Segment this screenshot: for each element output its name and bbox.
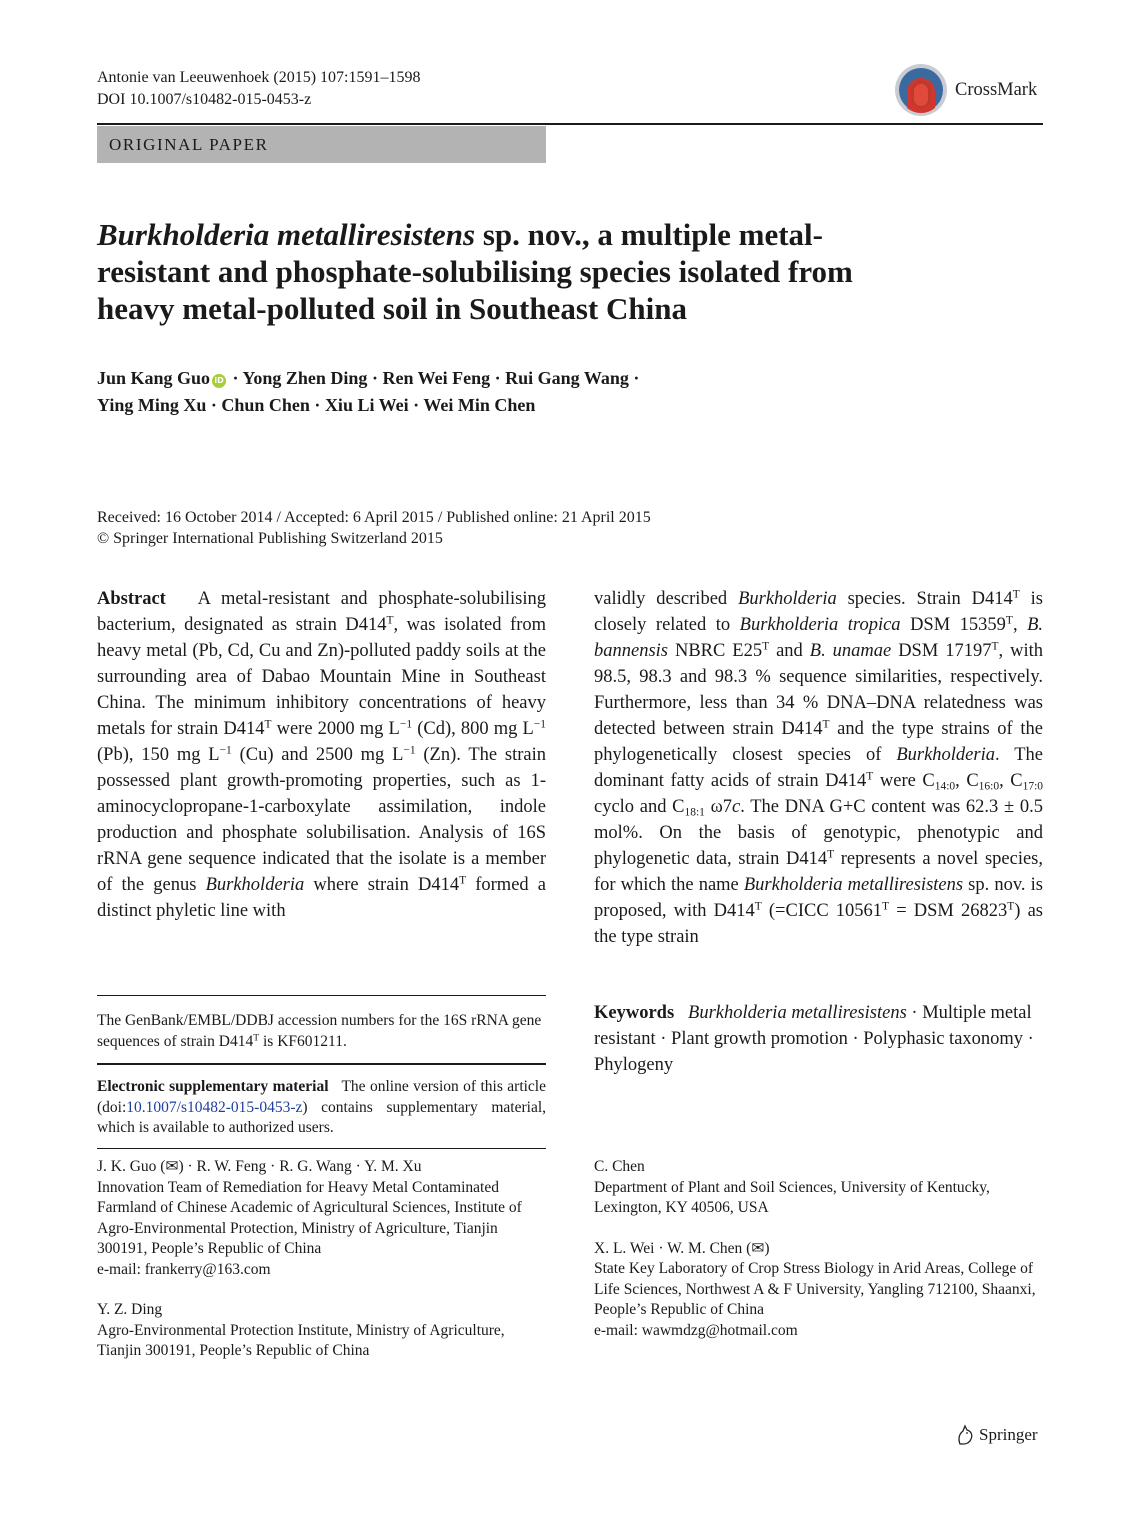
author-line-2: Ying Ming Xu · Chun Chen · Xiu Li Wei · Wei Min Chen bbox=[97, 395, 536, 415]
springer-horse-icon bbox=[955, 1424, 975, 1446]
author-line-1: Jun Kang Guo iD · Yong Zhen Ding · Ren Wei Feng · Rui Gang Wang · bbox=[97, 368, 640, 388]
crossmark-label: CrossMark bbox=[955, 79, 1038, 100]
affiliation-institution: Department of Plant and Soil Sciences, University of Kentucky, Lexington, KY 40506, USA bbox=[594, 1178, 990, 1216]
title-species: Burkholderia metalliresistens bbox=[97, 217, 476, 252]
accepted-date: Accepted: 6 April 2015 bbox=[284, 509, 434, 526]
publication-dates: Received: 16 October 2014 / Accepted: 6 April 2015 / Published online: 21 April 2015 © Springer International Publishing Switzerland 2015 bbox=[97, 507, 997, 549]
keywords-heading: Keywords bbox=[594, 1003, 675, 1023]
corresponding-email[interactable]: e-mail: frankerry@163.com bbox=[97, 1260, 271, 1278]
affiliations-right bbox=[594, 1157, 1043, 1341]
footnote-rule bbox=[97, 1063, 546, 1065]
affiliation-institution: Agro-Environmental Protection Institute, Ministry of Agriculture, Tianjin 300191, People’s Republic of China bbox=[97, 1321, 505, 1359]
publisher-name: Springer bbox=[979, 1425, 1038, 1444]
affiliation-institution: State Key Laboratory of Crop Stress Biology in Arid Areas, College of Life Sciences, Northwest A & F University, Yangling 712100, Shaanxi, People’s Republic of China bbox=[594, 1260, 1036, 1318]
article-title bbox=[97, 216, 927, 327]
footnote-rule bbox=[97, 995, 546, 996]
envelope-icon: ✉ bbox=[751, 1239, 765, 1257]
keywords: Keywords Burkholderia metalliresistens · Multiple metal resistant · Plant growth promotion · Polyphasic taxonomy · Phylogeny bbox=[594, 1003, 1034, 1075]
publisher-logo bbox=[955, 1424, 1038, 1446]
footnote-rule bbox=[97, 1148, 546, 1149]
author-name[interactable]: Chun Chen bbox=[221, 395, 310, 415]
affiliation-authors: C. Chen bbox=[594, 1158, 645, 1175]
header-rule bbox=[97, 123, 1043, 125]
orcid-icon[interactable]: iD bbox=[212, 374, 226, 388]
affiliation-institution: Innovation Team of Remediation for Heavy Metal Contaminated Farmland of Chinese Academic of Agricultural Sciences, Institute of Agro-Environmental Protection, Ministry of Agriculture, Tianjin 300191, People’s Republic of China bbox=[97, 1178, 522, 1257]
affiliation-authors: X. L. Wei · W. M. Chen (✉) bbox=[594, 1239, 770, 1257]
article-doi[interactable]: DOI 10.1007/s10482-015-0453-z bbox=[97, 91, 312, 108]
supplementary-note: Electronic supplementary material The online version of this article (doi:10.1007/s10482-015-0453-z) contains supplementary material, which is available to authorized users. bbox=[97, 1078, 546, 1136]
published-date: Published online: 21 April 2015 bbox=[446, 509, 651, 526]
affiliation-authors: J. K. Guo (✉) · R. W. Feng · R. G. Wang · Y. M. Xu bbox=[97, 1158, 422, 1175]
title-rest: sp. nov., a multiple metal-resistant and phosphate-solubilising species isolated from heavy metal-polluted soil in Southeast China bbox=[97, 217, 853, 326]
author-name[interactable]: Rui Gang Wang bbox=[505, 368, 629, 388]
abstract-right-column: validly described Burkholderia species. Strain $D414^T$ is closely related to Burkholderia tropica DSM $15359^T$, B. bannensis NBRC $E25^T$ and B. unamae DSM $17197^T$, with 98.5, 98.3 and 98.3 % sequence similarities, respectively. Furthermore, less than 34 % DNA–DNA relatedness was detected between strain $D414^T$ and the type strains of the phylogenetically closest species of Burkholderia. The dominant fatty acids of strain $D414^T$ were $C_{14:0}$, $C_{16:0}$, $C_{17:0}$ cyclo and $C_{18:1}$ ω7c. The DNA G+C content was 62.3 ± 0.5 mol%. On the basis of genotypic, phenotypic and phylogenetic data, strain $D414^T$ represents a novel species, for which the name Burkholderia metalliresistens sp. nov. is proposed, with $D414^T$ (=CICC $10561^T$ = DSM $26823^T$) as the type strain bbox=[594, 588, 1044, 947]
genbank-note: The GenBank/EMBL/DDBJ accession numbers for the 16S rRNA gene sequences of strain $D414^T$ is KF601211. bbox=[97, 1012, 542, 1050]
journal-citation: Antonie van Leeuwenhoek (2015) 107:1591–1598 bbox=[97, 69, 421, 86]
article-type-band: ORIGINAL PAPER bbox=[97, 126, 546, 163]
affiliations-left bbox=[97, 1157, 546, 1362]
supplementary-doi-link[interactable]: 10.1007/s10482-015-0453-z bbox=[126, 1098, 303, 1116]
received-date: Received: 16 October 2014 bbox=[97, 509, 273, 526]
copyright-line: © Springer International Publishing Switzerland 2015 bbox=[97, 530, 443, 547]
corresponding-email[interactable]: e-mail: wawmdzg@hotmail.com bbox=[594, 1321, 798, 1339]
crossmark-badge[interactable] bbox=[893, 62, 1043, 118]
crossmark-icon bbox=[893, 62, 949, 118]
author-name[interactable]: Xiu Li Wei bbox=[324, 395, 409, 415]
envelope-icon: ✉ bbox=[165, 1158, 179, 1175]
abstract-heading: Abstract bbox=[97, 589, 166, 609]
journal-header bbox=[97, 67, 420, 111]
author-name[interactable]: Wei Min Chen bbox=[423, 395, 536, 415]
author-name[interactable]: Ren Wei Feng bbox=[382, 368, 491, 388]
author-name[interactable]: Ying Ming Xu bbox=[97, 395, 207, 415]
affiliation-authors: Y. Z. Ding bbox=[97, 1301, 163, 1318]
author-name[interactable]: Jun Kang Guo bbox=[97, 368, 211, 388]
abstract-left-column: Abstract A metal-resistant and phosphate-solubilising bacterium, designated as strain $D414^T$, was isolated from heavy metal (Pb, Cd, Cu and Zn)-polluted paddy soils at the surrounding area of Dabao Mountain Mine in Southeast China. The minimum inhibitory concentrations of heavy metals for strain $D414^T$ were 2000 mg $L^{-1}$ (Cd), 800 mg $L^{-1}$ (Pb), 150 mg $L^{-1}$ (Cu) and 2500 mg $L^{-1}$ (Zn). The strain possessed plant growth-promoting properties, such as 1-aminocyclopropane-1-carboxylate assimilation, indole production and phosphate solubilisation. Analysis of 16S rRNA gene sequence indicated that the isolate is a member of the genus Burkholderia where strain $D414^T$ formed a distinct phyletic line with bbox=[97, 589, 547, 921]
author-name[interactable]: Yong Zhen Ding bbox=[242, 368, 368, 388]
author-list bbox=[97, 365, 997, 419]
